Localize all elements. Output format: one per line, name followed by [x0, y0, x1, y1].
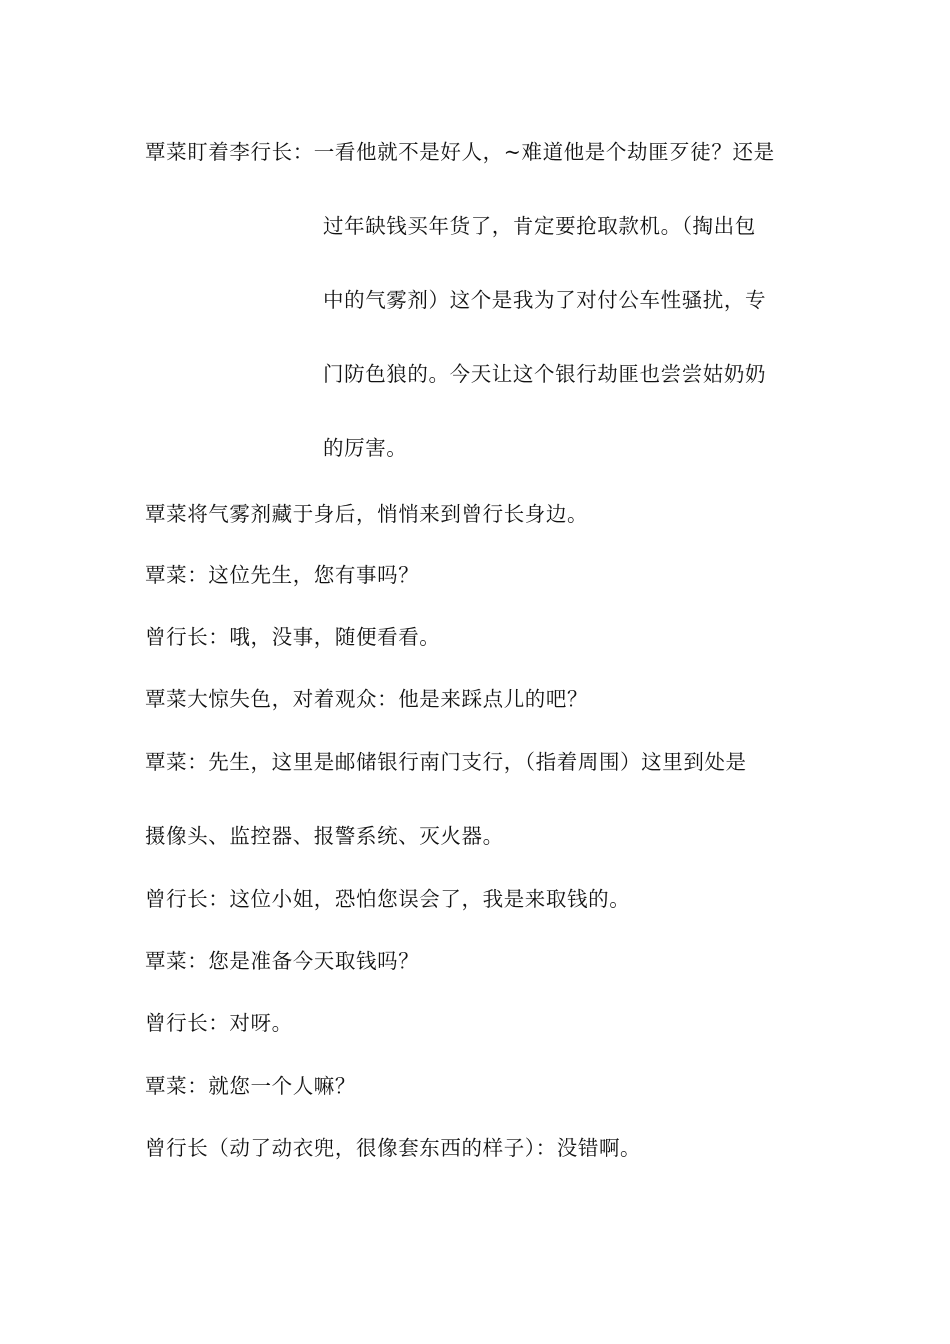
script-line-9: 覃菜大惊失色，对着观众：他是来踩点儿的吧？: [145, 687, 589, 711]
script-line-2: 过年缺钱买年货了，肯定要抢取款机。（掏出包: [323, 214, 756, 238]
script-line-14: 曾行长：对呀。: [145, 1011, 293, 1035]
script-line-13: 覃菜：您是准备今天取钱吗？: [145, 949, 420, 973]
script-line-8: 曾行长：哦，没事，随便看看。: [145, 625, 441, 649]
script-line-15: 覃菜：就您一个人嘛？: [145, 1074, 356, 1098]
script-line-16: 曾行长（动了动衣兜，很像套东西的样子）：没错啊。: [145, 1136, 642, 1160]
script-line-4: 门防色狼的。今天让这个银行劫匪也尝尝姑奶奶: [323, 362, 767, 386]
script-line-11: 摄像头、监控器、报警系统、灭火器。: [145, 824, 504, 848]
script-line-3: 中的气雾剂）这个是我为了对付公车性骚扰，专: [323, 288, 767, 312]
script-line-6: 覃菜将气雾剂藏于身后，悄悄来到曾行长身边。: [145, 502, 589, 526]
script-line-7: 覃菜：这位先生，您有事吗？: [145, 563, 420, 587]
script-line-5: 的厉害。: [323, 436, 408, 460]
script-line-1: 覃菜盯着李行长：一看他就不是好人，~难道他是个劫匪歹徒？还是: [145, 140, 775, 164]
script-line-10: 覃菜：先生，这里是邮储银行南门支行，（指着周围）这里到处是: [145, 750, 747, 774]
script-line-12: 曾行长：这位小姐，恐怕您误会了，我是来取钱的。: [145, 887, 631, 911]
